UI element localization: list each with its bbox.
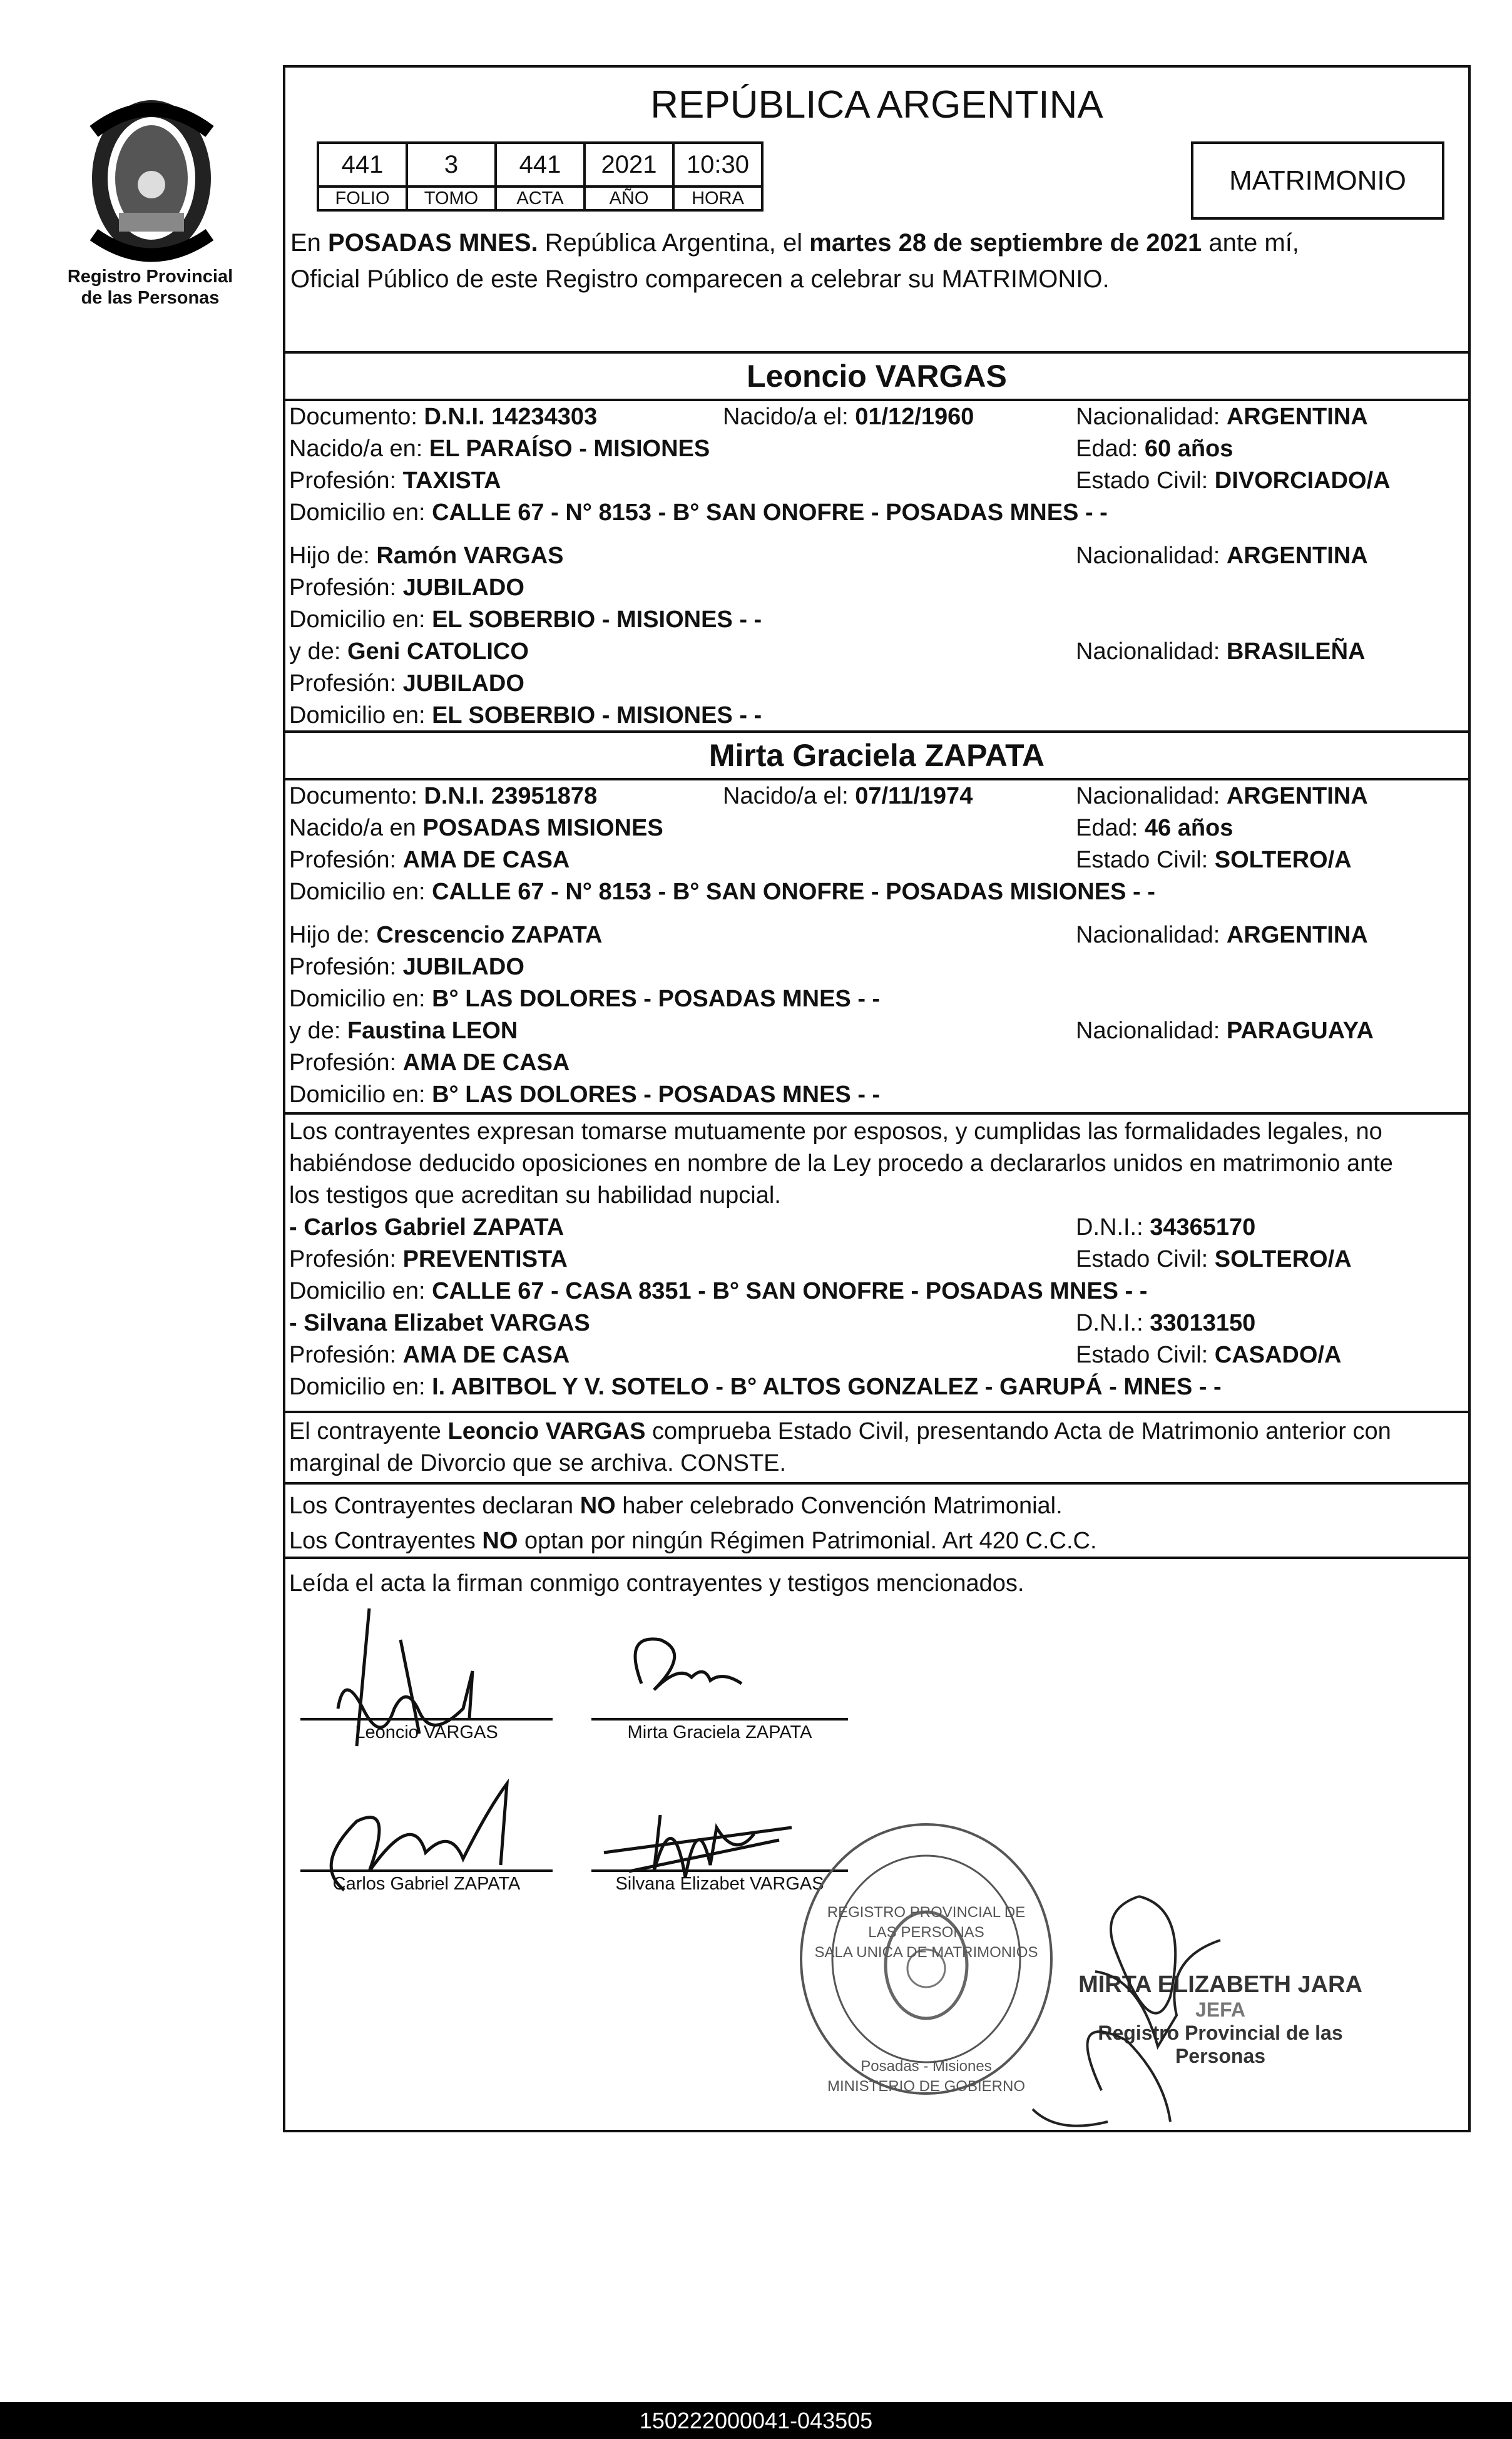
groom-addr-line — [285, 497, 1468, 529]
intro-p3: ante mí, — [1202, 229, 1299, 257]
label: Nacionalidad: — [1076, 1018, 1227, 1044]
footer-barcode-bar: 150222000041-043505 — [0, 2402, 1512, 2439]
label: Documento: — [289, 404, 424, 430]
tomo-label: TOMO — [407, 187, 496, 210]
bride-mother-nationality: PARAGUAYA — [1226, 1018, 1374, 1044]
groom-mother-line — [285, 636, 1468, 668]
witness-2-addr-line — [285, 1371, 1468, 1403]
label: Estado Civil: — [1076, 847, 1215, 873]
label: Nacionalidad: — [1076, 783, 1227, 809]
groom-father-nationality: ARGENTINA — [1226, 543, 1368, 569]
bride-mother-prof — [285, 1047, 1468, 1079]
signature-scribble-groom — [300, 1602, 563, 1790]
witness-dni: 34365170 — [1150, 1214, 1256, 1240]
label: Domicilio en: — [289, 879, 432, 905]
groom-nationality: ARGENTINA — [1226, 404, 1368, 430]
declaration-line: Los contrayentes expresan tomarse mutuamente por esposos, y cumplidas las formalidades legales, no — [289, 1118, 1382, 1145]
signature-line — [300, 1869, 553, 1872]
label: Edad: — [1076, 815, 1145, 841]
regime-a1: Los Contrayentes declaran — [289, 1493, 580, 1519]
regime-a2: haber celebrado Convención Matrimonial. — [615, 1493, 1063, 1519]
signature-line — [591, 1718, 848, 1721]
label: Profesión: — [289, 670, 403, 697]
bride-civil-status: SOLTERO/A — [1214, 847, 1352, 873]
groom-mother-nationality: BRASILEÑA — [1226, 638, 1366, 665]
witness-1-prof-line — [285, 1244, 1468, 1276]
header-section — [285, 65, 1468, 351]
value: EL SOBERBIO - MISIONES - - — [432, 606, 762, 633]
intro-city: POSADAS MNES. — [328, 229, 538, 257]
label: Profesión: — [289, 954, 403, 980]
value: AMA DE CASA — [402, 1050, 570, 1076]
stamp-ministry-text: MINISTERIO DE GOBIERNO — [827, 2078, 1026, 2095]
label: Hijo de: — [289, 543, 377, 569]
signature-line — [300, 1718, 553, 1721]
bride-doc-line — [285, 780, 1468, 812]
tomo-value: 3 — [407, 143, 496, 187]
label: Nacionalidad: — [1076, 543, 1227, 569]
note-p1: El contrayente — [289, 1418, 448, 1444]
witness-dni: 33013150 — [1150, 1310, 1256, 1336]
year-value: 2021 — [585, 143, 673, 187]
label: Estado Civil: — [1076, 468, 1215, 494]
registry-table — [317, 141, 764, 212]
label: Profesión: — [289, 847, 403, 873]
groom-father-line — [285, 540, 1468, 572]
stamp-inner-text: SALA UNICA DE MATRIMONIOS — [814, 1944, 1038, 1961]
witness-profession: PREVENTISTA — [402, 1246, 568, 1272]
logo-caption-1: Registro Provincial — [67, 267, 233, 287]
regime-b1: Los Contrayentes — [289, 1528, 483, 1554]
official-name: MIRTA ELIZABETH JARA — [1078, 1971, 1362, 1998]
witness-address: CALLE 67 - CASA 8351 - B° SAN ONOFRE - POSADAS MNES - - — [432, 1278, 1148, 1304]
label: y de: — [289, 1018, 347, 1044]
witness-address: I. ABITBOL Y V. SOTELO - B° ALTOS GONZALEZ - GARUPÁ - MNES - - — [432, 1374, 1222, 1400]
label: Domicilio en: — [289, 986, 432, 1012]
stamp-text — [814, 1903, 1039, 2097]
witness-civil-status: SOLTERO/A — [1214, 1246, 1352, 1272]
witness-profession: AMA DE CASA — [402, 1342, 570, 1368]
civil-status-note — [285, 1411, 1468, 1480]
bride-father-line — [285, 919, 1468, 951]
groom-name: Leoncio VARGAS — [747, 359, 1007, 394]
logo-caption-2: de las Personas — [81, 288, 220, 308]
groom-father-addr — [285, 604, 1468, 636]
closing-text: Leída el acta la firman conmigo contrayentes y testigos mencionados. — [289, 1570, 1024, 1597]
groom-dni: D.N.I. 14234303 — [424, 404, 598, 430]
bride-father-addr — [285, 983, 1468, 1015]
label: Documento: — [289, 783, 424, 809]
stamp-bottom-text: Posadas - Misiones — [861, 2058, 992, 2075]
label: D.N.I.: — [1076, 1310, 1150, 1336]
page-title: REPÚBLICA ARGENTINA — [650, 83, 1103, 126]
folio-value: 441 — [318, 143, 407, 187]
label: Profesión: — [289, 1050, 403, 1076]
bride-dni: D.N.I. 23951878 — [424, 783, 598, 809]
label: Nacionalidad: — [1076, 404, 1227, 430]
signature-label-witness-1: Carlos Gabriel ZAPATA — [332, 1874, 521, 1894]
label: Profesión: — [289, 468, 403, 494]
declaration-line: los testigos que acreditan su habilidad nupcial. — [289, 1182, 781, 1209]
bride-addr-line — [285, 876, 1468, 908]
label: Profesión: — [289, 575, 403, 601]
declaration-section — [285, 1112, 1468, 1403]
signature-label-bride: Mirta Graciela ZAPATA — [627, 1722, 812, 1742]
note-p2: comprueba Estado Civil, presentando Acta de Matrimonio anterior con — [645, 1418, 1391, 1444]
witness-name: - Silvana Elizabet VARGAS — [289, 1310, 590, 1336]
official-role: JEFA — [1195, 1998, 1246, 2021]
label: Estado Civil: — [1076, 1246, 1215, 1272]
acta-value: 441 — [496, 143, 585, 187]
bride-nationality: ARGENTINA — [1226, 783, 1368, 809]
label: Nacido/a en — [289, 815, 423, 841]
witness-name: - Carlos Gabriel ZAPATA — [289, 1214, 564, 1240]
groom-mother-prof — [285, 668, 1468, 700]
signature-label-groom: Leoncio VARGAS — [355, 1722, 498, 1742]
label: Domicilio en: — [289, 1374, 432, 1400]
groom-doc-line — [285, 401, 1468, 433]
regime-b2: optan por ningún Régimen Patrimonial. Art 420 C.C.C. — [518, 1528, 1097, 1554]
note-line2: marginal de Divorcio que se archiva. CONSTE. — [289, 1450, 787, 1476]
label: Domicilio en: — [289, 702, 432, 729]
groom-civil-status: DIVORCIADO/A — [1214, 468, 1391, 494]
label: Nacido/a el: — [723, 783, 856, 809]
label: Profesión: — [289, 1246, 403, 1272]
bride-age: 46 años — [1144, 815, 1234, 841]
bride-mother-line — [285, 1015, 1468, 1047]
groom-mother-addr — [285, 700, 1468, 732]
regime-a-no: NO — [580, 1493, 616, 1519]
intro-text — [290, 225, 1299, 297]
bride-place-line — [285, 812, 1468, 844]
note-name: Leoncio VARGAS — [447, 1418, 646, 1444]
time-value: 10:30 — [673, 143, 762, 187]
official-office: Registro Provincial de las Personas — [1098, 2022, 1343, 2067]
groom-birthdate: 01/12/1960 — [855, 404, 974, 430]
label: Nacionalidad: — [1076, 922, 1227, 948]
label: Profesión: — [289, 1342, 403, 1368]
bride-mother: Faustina LEON — [347, 1018, 518, 1044]
witness-1-name-line — [285, 1212, 1468, 1244]
label: Nacionalidad: — [1076, 638, 1227, 665]
bride-section — [285, 730, 1468, 1111]
misiones-coat-of-arms-icon — [81, 94, 222, 269]
bride-birthplace: POSADAS MISIONES — [422, 815, 663, 841]
groom-age: 60 años — [1144, 436, 1234, 462]
witness-2-prof-line — [285, 1339, 1468, 1371]
witness-1-addr-line — [285, 1276, 1468, 1307]
value: B° LAS DOLORES - POSADAS MNES - - — [432, 986, 881, 1012]
value: JUBILADO — [402, 954, 524, 980]
groom-section — [285, 351, 1468, 732]
value: EL SOBERBIO - MISIONES - - — [432, 702, 762, 729]
label: Estado Civil: — [1076, 1342, 1215, 1368]
value: B° LAS DOLORES - POSADAS MNES - - — [432, 1081, 881, 1108]
signature-scribble-bride — [616, 1627, 779, 1709]
label: Nacido/a en: — [289, 436, 429, 462]
groom-mother: Geni CATOLICO — [347, 638, 529, 665]
bride-prof-line — [285, 844, 1468, 876]
folio-label: FOLIO — [318, 187, 407, 210]
bride-mother-addr — [285, 1079, 1468, 1111]
groom-place-line — [285, 433, 1468, 465]
record-type-box: MATRIMONIO — [1191, 141, 1444, 220]
bride-father-nationality: ARGENTINA — [1226, 922, 1368, 948]
bride-birthdate: 07/11/1974 — [855, 783, 973, 809]
label: D.N.I.: — [1076, 1214, 1150, 1240]
groom-address: CALLE 67 - N° 8153 - B° SAN ONOFRE - POSADAS MNES - - — [432, 499, 1108, 526]
intro-p2: República Argentina, el — [538, 229, 810, 257]
acta-label: ACTA — [496, 187, 585, 210]
time-label: HORA — [673, 187, 762, 210]
signature-label-witness-2: Silvana Elizabet VARGAS — [615, 1874, 824, 1894]
regime-b-no: NO — [482, 1528, 518, 1554]
label: Domicilio en: — [289, 1081, 432, 1108]
intro-date: martes 28 de septiembre de 2021 — [809, 229, 1202, 257]
value: JUBILADO — [402, 575, 524, 601]
declaration-line: habiéndose deducido oposiciones en nombre de la Ley procedo a declararlos unidos en matrimonio ante — [289, 1150, 1393, 1177]
label: y de: — [289, 638, 347, 665]
bride-name: Mirta Graciela ZAPATA — [708, 738, 1045, 773]
year-label: AÑO — [585, 187, 673, 210]
label: Edad: — [1076, 436, 1145, 462]
value: JUBILADO — [402, 670, 524, 697]
groom-father-prof — [285, 572, 1468, 604]
regime-section — [285, 1482, 1468, 1558]
label: Hijo de: — [289, 922, 377, 948]
groom-profession: TAXISTA — [402, 468, 501, 494]
groom-prof-line — [285, 465, 1468, 497]
stamp-outer-text: REGISTRO PROVINCIAL DE LAS PERSONAS — [827, 1904, 1026, 1941]
groom-birthplace: EL PARAÍSO - MISIONES — [429, 436, 710, 462]
bride-father: Crescencio ZAPATA — [376, 922, 603, 948]
label: Domicilio en: — [289, 606, 432, 633]
intro-p1: En — [290, 229, 329, 257]
label: Domicilio en: — [289, 1278, 432, 1304]
witness-2-name-line — [285, 1307, 1468, 1339]
label: Nacido/a el: — [723, 404, 856, 430]
groom-father: Ramón VARGAS — [376, 543, 564, 569]
witness-civil-status: CASADO/A — [1214, 1342, 1342, 1368]
signature-scribble-official — [1026, 1884, 1277, 2134]
bride-profession: AMA DE CASA — [402, 847, 570, 873]
bride-address: CALLE 67 - N° 8153 - B° SAN ONOFRE - POSADAS MISIONES - - — [432, 879, 1155, 905]
label: Domicilio en: — [289, 499, 432, 526]
bride-father-prof — [285, 951, 1468, 983]
intro-line2: Oficial Público de este Registro comparecen a celebrar su MATRIMONIO. — [290, 265, 1110, 293]
